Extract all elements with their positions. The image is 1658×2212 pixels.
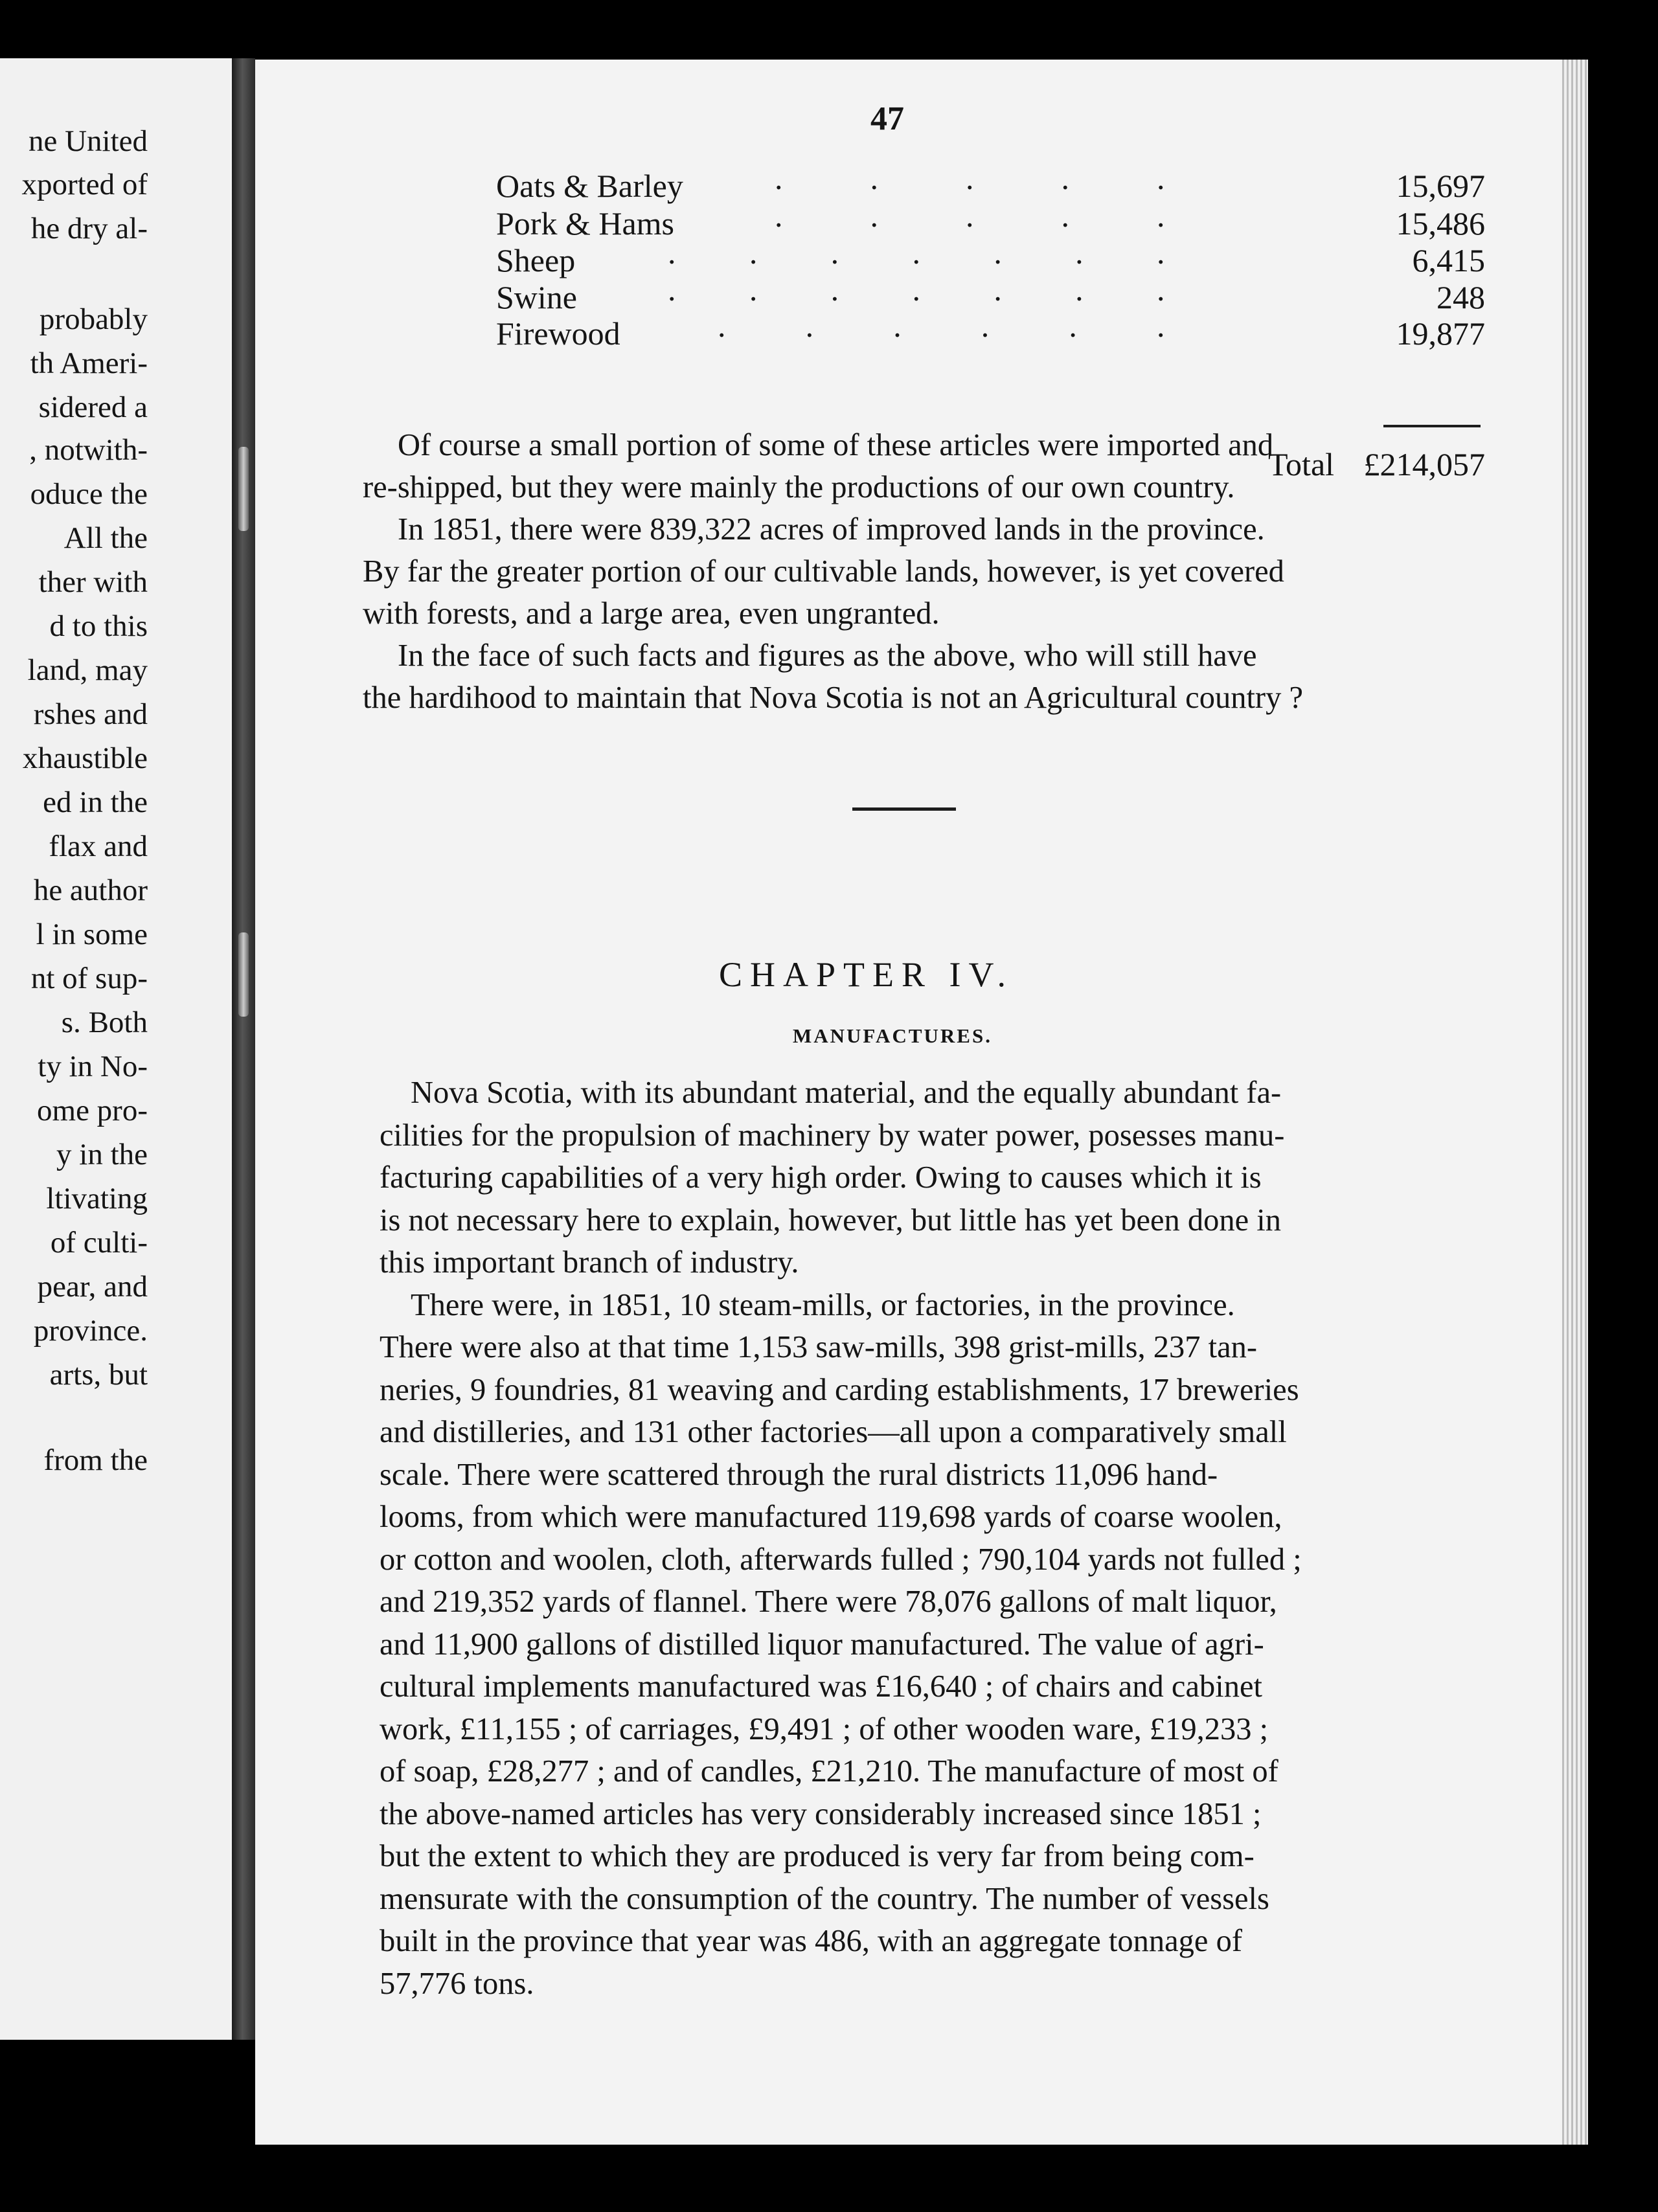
left-page-line: from the [43, 1443, 148, 1477]
page-edge [1562, 60, 1588, 2145]
row-value: 6,415 [1412, 242, 1485, 278]
left-page-line: d to this [49, 609, 148, 643]
left-page-line: he dry al- [30, 212, 148, 245]
left-page-line: arts, but [49, 1358, 148, 1392]
row-value: 248 [1437, 279, 1485, 315]
binding-mark [238, 932, 249, 1017]
text-line: cilities for the propulsion of machinery by water power, posesses manu- [380, 1118, 1285, 1153]
left-page-line: s. Both [61, 1006, 148, 1039]
text-line: is not necessary here to explain, however, but little has yet been done in [380, 1202, 1282, 1237]
chapter-divider [852, 807, 956, 811]
main-page [255, 60, 1584, 2145]
left-page-line: ed in the [43, 785, 148, 819]
text-line: 57,776 tons. [380, 1966, 534, 2001]
total-label: Total [1268, 446, 1335, 482]
left-page-line: rshes and [33, 697, 148, 731]
book-gutter [232, 58, 255, 2040]
table-row: Swine . . . . . . . 248 [496, 271, 1485, 315]
text-line: cultural implements manufactured was £16,640 ; of chairs and cabinet [380, 1669, 1262, 1704]
left-page-line: ty in No- [38, 1050, 148, 1083]
left-page-line: xhaustible [22, 741, 148, 775]
text-line: the hardihood to maintain that Nova Scotia is not an Agricultural country ? [363, 681, 1303, 715]
binding-mark [238, 447, 249, 531]
left-page-line: th Ameri- [30, 346, 148, 380]
text-line: with forests, and a large area, even ungranted. [363, 596, 940, 631]
left-page-line: ome pro- [37, 1094, 148, 1127]
sum-rule [1383, 425, 1481, 427]
row-label: Firewood [496, 315, 620, 352]
text-line: Of course a small portion of some of these articles were imported and [398, 428, 1274, 462]
left-page-line: , notwith- [29, 433, 148, 467]
text-line: looms, from which were manufactured 119,698 yards of coarse woolen, [380, 1500, 1282, 1534]
left-page-line: flax and [49, 830, 148, 863]
table-row: Pork & Hams . . . . . 15,486 [496, 198, 1485, 242]
text-line: scale. There were scattered through the rural districts 11,096 hand- [380, 1457, 1218, 1492]
text-line: the above-named articles has very considerably increased since 1851 ; [380, 1796, 1262, 1831]
text-line: this important branch of industry. [380, 1245, 799, 1280]
left-page-line: l in some [36, 918, 148, 951]
left-page-line: province. [33, 1314, 148, 1348]
text-line: but the extent to which they are produced is very far from being com- [380, 1839, 1255, 1873]
table-row: Firewood . . . . . . 19,877 [496, 308, 1485, 352]
row-value: 19,877 [1396, 315, 1485, 352]
text-line: and 219,352 yards of flannel. There were 78,076 gallons of malt liquor, [380, 1585, 1277, 1619]
left-page-line: ne United [28, 124, 148, 158]
row-label: Pork & Hams [496, 205, 674, 242]
text-line: or cotton and woolen, cloth, afterwards fulled ; 790,104 yards not fulled ; [380, 1542, 1302, 1577]
left-page-line: pear, and [37, 1270, 148, 1304]
left-page-line: ther with [38, 565, 148, 599]
left-page-line: he author [33, 874, 148, 907]
text-line: Nova Scotia, with its abundant material, and the equally abundant fa- [411, 1076, 1282, 1110]
text-line: re-shipped, but they were mainly the productions of our own country. [363, 470, 1235, 504]
row-label: Swine [496, 279, 577, 315]
text-line: and distilleries, and 131 other factories—all upon a comparatively small [380, 1415, 1287, 1449]
text-line: In the face of such facts and figures as the above, who will still have [398, 638, 1257, 673]
text-line: There were, in 1851, 10 steam-mills, or factories, in the province. [411, 1287, 1235, 1322]
row-value: 15,486 [1396, 205, 1485, 242]
text-line: There were also at that time 1,153 saw-mills, 398 grist-mills, 237 tan- [380, 1330, 1258, 1364]
left-page-line: ltivating [46, 1182, 148, 1215]
left-page-line: nt of sup- [30, 962, 148, 995]
section-title: MANUFACTURES. [793, 1024, 992, 1047]
left-page-line: of culti- [50, 1226, 148, 1259]
left-page-line: probably [39, 302, 148, 336]
page-number: 47 [870, 100, 904, 137]
text-line: neries, 9 foundries, 81 weaving and carding establishments, 17 breweries [380, 1372, 1299, 1407]
row-value: 15,697 [1396, 168, 1485, 204]
left-page-line: land, may [27, 653, 148, 687]
text-line: mensurate with the consumption of the country. The number of vessels [380, 1881, 1269, 1916]
text-line: work, £11,155 ; of carriages, £9,491 ; of other wooden ware, £19,233 ; [380, 1711, 1269, 1746]
text-line: By far the greater portion of our cultivable lands, however, is yet covered [363, 554, 1284, 589]
text-line: built in the province that year was 486, with an aggregate tonnage of [380, 1924, 1242, 1958]
text-line: In 1851, there were 839,322 acres of improved lands in the province. [398, 512, 1265, 547]
text-line: of soap, £28,277 ; and of candles, £21,210. The manufacture of most of [380, 1754, 1278, 1789]
left-page-line: xported of [21, 168, 148, 201]
row-label: Sheep [496, 242, 576, 278]
table-row: Sheep . . . . . . . 6,415 [496, 234, 1485, 278]
row-label: Oats & Barley [496, 168, 683, 204]
left-page-line: oduce the [30, 477, 148, 511]
left-page-line: sidered a [38, 390, 148, 424]
chapter-title: CHAPTER IV. [719, 955, 1014, 994]
text-line: facturing capabilities of a very high order. Owing to causes which it is [380, 1160, 1262, 1195]
total-value: £214,057 [1363, 446, 1485, 482]
left-page-line: y in the [56, 1138, 148, 1171]
table-row: Oats & Barley . . . . . 15,697 [496, 160, 1485, 204]
text-line: and 11,900 gallons of distilled liquor manufactured. The value of agri- [380, 1627, 1264, 1662]
left-page-line: All the [63, 521, 148, 555]
left-facing-page [0, 58, 236, 2040]
